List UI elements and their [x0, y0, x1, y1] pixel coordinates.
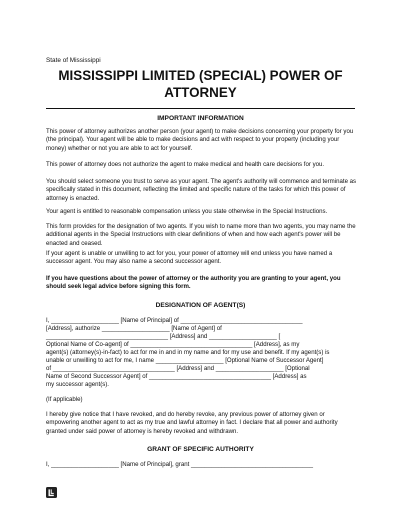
designation-line: ____________________________________ [Address] and ____________________ [: [46, 333, 281, 340]
document-title: [30, 67, 371, 101]
title-line-2: ATTORNEY: [164, 85, 237, 100]
designation-heading: DESIGNATION OF AGENT(S): [155, 302, 246, 309]
state-label: State of Mississippi: [46, 57, 101, 64]
title-divider: [46, 108, 355, 109]
designation-line: of ____________________________________ [Address] and ____________________ [Optional: [46, 365, 310, 372]
legal-advice-notice: If you have questions about the power of attorney or the authority you are granting to your agent, you should seek legal advice before signing this form.: [46, 275, 341, 291]
info-paragraph: If your agent is unable or unwilling to act for you, your power of attorney will end unless you have named a successor agent. You may also name a second successor agent.: [46, 250, 333, 266]
designation-line: [Address], authorize ____________________ [Name of Agent] of: [46, 325, 222, 332]
title-line-1: MISSISSIPPI LIMITED (SPECIAL) POWER OF: [58, 68, 343, 83]
designation-line: Optional Name of Co-agent] of ____________________________________ [Address], as my: [46, 341, 300, 348]
designation-line: my successor agent(s).: [46, 381, 109, 388]
info-paragraph: You should select someone you trust to serve as your agent. The agent's authority will commence and terminate as specifically stated in this document, reflecting the limited and specific nature of the tasks for which this power of attorney is enacted.: [46, 178, 357, 202]
info-paragraph: This form provides for the designation of two agents. If you wish to name more than two agents, you may name the additional agents in the Special Instructions with clear definitions of when and how each agent's power will be enacted and ceased.: [46, 223, 356, 247]
info-paragraph: This power of attorney authorizes another person (your agent) to make decisions concerning your property for you (the principal). Your agent will be able to make decisions and act with respect to your property (including your money) whether or not you are able to act for yourself.: [46, 128, 354, 152]
revocation-paragraph: I hereby give notice that I have revoked, and do hereby revoke, any previous power of attorney given or empowering another agent to act as my true and lawful attorney in fact. I declare that all power and authority granted under said power of attorney is hereby revoked and withdrawn.: [46, 411, 338, 435]
designation-line: I, ____________________ [Name of Principal] of ____________________________________: [46, 317, 303, 324]
designation-line: unable or unwilling to act for me, I name ____________________ [Optional Name of Successor Agent]: [46, 357, 324, 364]
grant-line: I, ____________________ [Name of Principal], grant ____________________________________: [46, 461, 314, 468]
grant-heading: GRANT OF SPECIFIC AUTHORITY: [147, 446, 254, 453]
legal-templates-logo-icon: [46, 487, 57, 498]
designation-line: agent(s) (attorney(s)-in-fact) to act for me in and in my name and for my use and benefit. If my agent(s) is: [46, 349, 330, 356]
info-paragraph: Your agent is entitled to reasonable compensation unless you state otherwise in the Special Instructions.: [46, 208, 328, 215]
if-applicable-note: (If applicable): [46, 396, 83, 403]
designation-line: Name of Second Successor Agent] of ____________________________________ [Address] as: [46, 373, 307, 380]
info-paragraph: This power of attorney does not authorize the agent to make medical and health care decisions for you.: [46, 161, 325, 168]
important-information-heading: IMPORTANT INFORMATION: [157, 115, 244, 122]
